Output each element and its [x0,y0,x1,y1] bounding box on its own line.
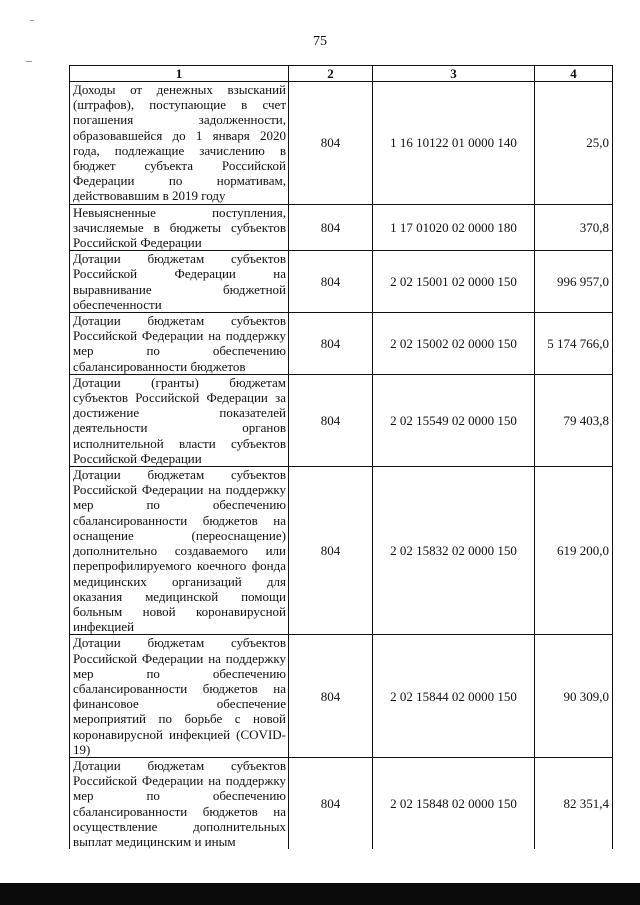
table-row [70,204,613,251]
budget-class-code: 2 02 15001 02 0000 150 [373,251,535,313]
revenue-name: Дотации (гранты) бюджетам субъектов Российской Федерации за достижение показателей деятельности органов исполнительной власти субъектов Российской Федерации [70,374,289,466]
table-row [70,251,613,313]
admin-code: 804 [289,467,373,635]
admin-code: 804 [289,204,373,251]
header-row [70,66,613,82]
table-row [70,374,613,466]
revenue-name: Дотации бюджетам субъектов Российской Федерации на поддержку мер по обеспечению сбалансированности бюджетов [70,313,289,375]
scan-margin-mark [30,20,34,21]
revenue-name: Невыясненные поступления, зачисляемые в бюджеты субъектов Российской Федерации [70,204,289,251]
admin-code: 804 [289,635,373,758]
page-number: 75 [313,34,327,49]
amount: 619 200,0 [535,467,613,635]
revenue-name: Доходы от денежных взысканий (штрафов), поступающие в счет погашения задолженности, образовавшейся до 1 января 2020 года, подлежащие зачислению в бюджет субъекта Российской Федерации по нормативам, действовавшим в 2019 году [70,82,289,205]
revenue-name: Дотации бюджетам субъектов Российской Федерации на поддержку мер по обеспечению сбалансированности бюджетов на оснащение (переоснащение) дополнительно создаваемого или перепрофилируемого коечного фонда медицинских организаций для оказания медицинской помощи больным новой коронавирусной инфекцией [70,467,289,635]
scan-margin-mark [26,61,32,62]
amount: 82 351,4 [535,757,613,849]
budget-class-code: 1 17 01020 02 0000 180 [373,204,535,251]
budget-class-code: 2 02 15549 02 0000 150 [373,374,535,466]
revenue-name: Дотации бюджетам субъектов Российской Федерации на поддержку мер по обеспечению сбалансированности бюджетов на осуществление дополнительных выплат медицинским и иным [70,757,289,849]
admin-code: 804 [289,757,373,849]
budget-class-code: 1 16 10122 01 0000 140 [373,82,535,205]
amount: 90 309,0 [535,635,613,758]
table-row [70,82,613,205]
budget-class-code: 2 02 15848 02 0000 150 [373,757,535,849]
revenue-name: Дотации бюджетам субъектов Российской Федерации на выравнивание бюджетной обеспеченности [70,251,289,313]
revenue-table [69,65,613,849]
budget-class-code: 2 02 15002 02 0000 150 [373,313,535,375]
budget-class-code: 2 02 15844 02 0000 150 [373,635,535,758]
table-row [70,313,613,375]
amount: 370,8 [535,204,613,251]
amount: 5 174 766,0 [535,313,613,375]
admin-code: 804 [289,374,373,466]
scan-bottom-edge [0,883,640,905]
budget-class-code: 2 02 15832 02 0000 150 [373,467,535,635]
table-row [70,635,613,758]
column-header: 1 [70,66,289,82]
table-row [70,757,613,849]
column-header: 4 [535,66,613,82]
admin-code: 804 [289,313,373,375]
amount: 25,0 [535,82,613,205]
column-header: 3 [373,66,535,82]
amount: 996 957,0 [535,251,613,313]
table-row [70,467,613,635]
admin-code: 804 [289,82,373,205]
amount: 79 403,8 [535,374,613,466]
column-header: 2 [289,66,373,82]
revenue-name: Дотации бюджетам субъектов Российской Федерации на поддержку мер по обеспечению сбалансированности бюджетов на финансовое обеспечение мероприятий по борьбе с новой коронавирусной инфекцией (COVID-19) [70,635,289,758]
admin-code: 804 [289,251,373,313]
